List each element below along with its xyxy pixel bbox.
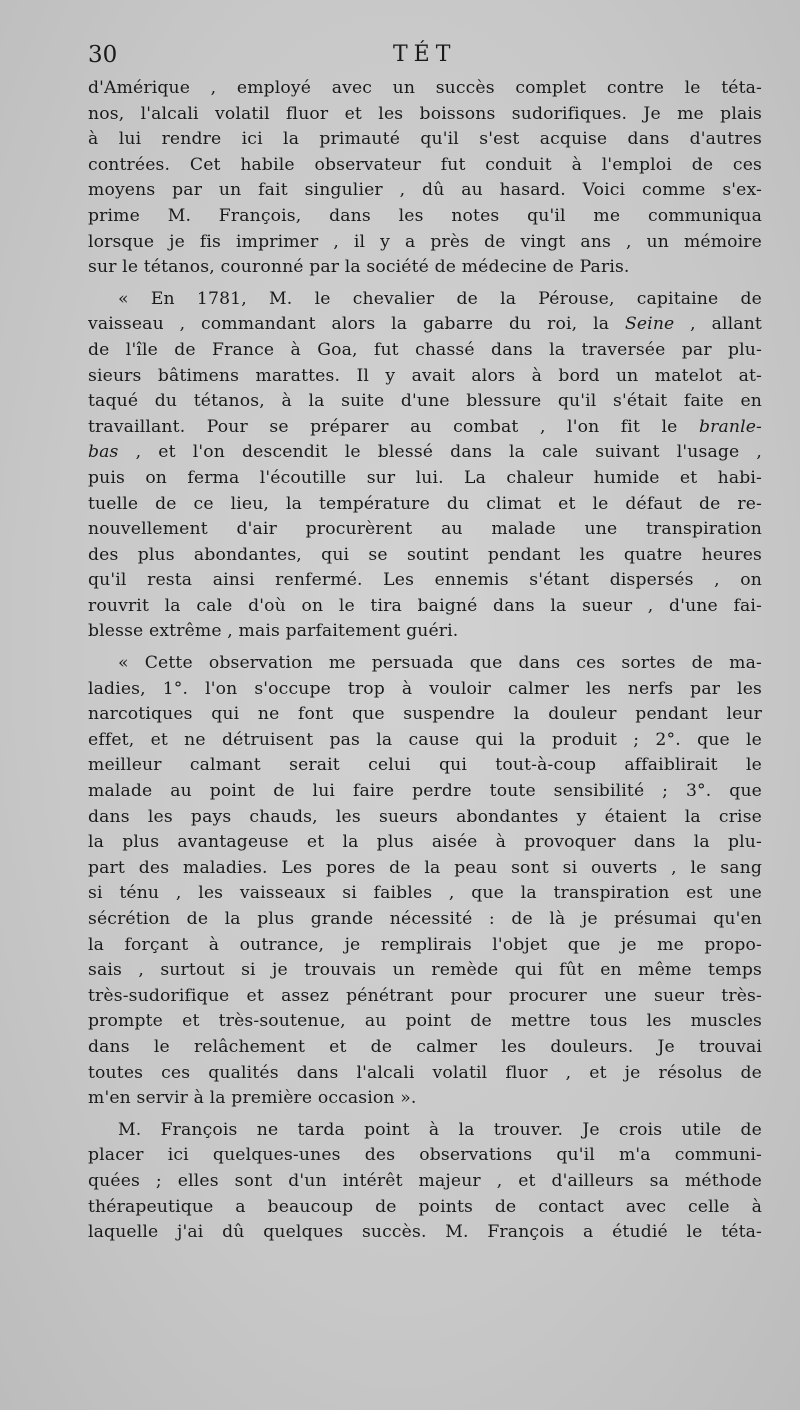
- text-line: rouvrit la cale d'où on le tira baigné dans la sueur , d'une fai-: [88, 595, 762, 616]
- text-line: vaisseau , commandant alors la gabarre du roi, la Seine , allant: [88, 314, 762, 335]
- text-line: dans le relâchement et de calmer les douleurs. Je trouvai: [88, 1036, 762, 1057]
- text-line: quées ; elles sont d'un intérêt majeur , et d'ailleurs sa méthode: [88, 1170, 762, 1191]
- bleed-through-text: [0, 1290, 800, 1330]
- text-line: meilleur calmant serait celui qui tout-à-coup affaiblirait le: [88, 755, 762, 776]
- text-line: sais , surtout si je trouvais un remède qui fût en même temps: [88, 960, 762, 981]
- text-line: travaillant. Pour se préparer au combat , l'on fit le branle-: [88, 416, 762, 437]
- text-line: si ténu , les vaisseaux si faibles , que la transpiration est une: [88, 883, 762, 904]
- text-line: la forçant à outrance, je remplirais l'objet que je me propo-: [88, 934, 762, 955]
- text-line: très-sudorifique et assez pénétrant pour procurer une sueur très-: [88, 985, 762, 1006]
- text-line: effet, et ne détruisent pas la cause qui la produit ; 2°. que le: [88, 729, 762, 750]
- text-line: puis on ferma l'écoutille sur lui. La chaleur humide et habi-: [88, 467, 762, 488]
- text-line: blesse extrême , mais parfaitement guéri.: [88, 621, 459, 642]
- page-number: 30: [88, 42, 118, 68]
- text-line: taqué du tétanos, à la suite d'une blessure qu'il s'était faite en: [88, 391, 762, 412]
- text-line: narcotiques qui ne font que suspendre la douleur pendant leur: [88, 704, 762, 725]
- text-line: « En 1781, M. le chevalier de la Pérouse, capitaine de: [118, 288, 762, 309]
- text-line: thérapeutique a beaucoup de points de contact avec celle à: [88, 1196, 762, 1217]
- text-line: de l'île de France à Goa, fut chassé dans la traversée par plu-: [88, 339, 762, 360]
- text-line: sieurs bâtimens marattes. Il y avait alors à bord un matelot at-: [88, 365, 762, 386]
- text-line: nouvellement d'air procurèrent au malade une transpiration: [88, 519, 762, 540]
- text-line: qu'il resta ainsi renfermé. Les ennemis s'étant dispersés , on: [88, 570, 762, 591]
- text-line: M. François ne tarda point à la trouver. Je crois utile de: [118, 1119, 762, 1140]
- running-head: TÉT: [393, 42, 457, 67]
- text-line: prime M. François, dans les notes qu'il me communiqua: [88, 205, 762, 226]
- text-line: part des maladies. Les pores de la peau sont si ouverts , le sang: [88, 857, 762, 878]
- text-line: prompte et très-soutenue, au point de mettre tous les muscles: [88, 1011, 762, 1032]
- text-line: « Cette observation me persuada que dans ces sortes de ma-: [118, 653, 762, 674]
- text-line: laquelle j'ai dû quelques succès. M. François a étudié le téta-: [88, 1222, 762, 1243]
- page-header: [88, 42, 765, 76]
- text-line: la plus avantageuse et la plus aisée à provoquer dans la plu-: [88, 832, 762, 853]
- text-line: placer ici quelques-unes des observations qu'il m'a communi-: [88, 1145, 762, 1166]
- text-line: ladies, 1°. l'on s'occupe trop à vouloir calmer les nerfs par les: [88, 678, 762, 699]
- text-line: lorsque je fis imprimer , il y a près de vingt ans , un mémoire: [88, 231, 762, 252]
- text-line: m'en servir à la première occasion ».: [88, 1088, 417, 1109]
- text-line: contrées. Cet habile observateur fut conduit à l'emploi de ces: [88, 154, 762, 175]
- text-line: à lui rendre ici la primauté qu'il s'est acquise dans d'autres: [88, 129, 762, 150]
- body-text: [88, 76, 762, 1246]
- text-line: tuelle de ce lieu, la température du climat et le défaut de re-: [88, 493, 762, 514]
- text-line: malade au point de lui faire perdre toute sensibilité ; 3°. que: [88, 781, 762, 802]
- text-line: moyens par un fait singulier , dû au hasard. Voici comme s'ex-: [88, 180, 762, 201]
- text-line: dans les pays chauds, les sueurs abondantes y étaient la crise: [88, 806, 762, 827]
- text-line: d'Amérique , employé avec un succès complet contre le téta-: [88, 78, 762, 98]
- text-line: nos, l'alcali volatil fluor et les boissons sudorifiques. Je me plais: [88, 103, 762, 124]
- text-line: bas , et l'on descendit le blessé dans la cale suivant l'usage ,: [88, 442, 762, 463]
- text-line: des plus abondantes, qui se soutint pendant les quatre heures: [88, 544, 762, 565]
- text-line: sécrétion de la plus grande nécessité : de là je présumai qu'en: [88, 909, 762, 929]
- text-line: toutes ces qualités dans l'alcali volatil fluor , et je résolus de: [88, 1062, 762, 1083]
- text-line: sur le tétanos, couronné par la société de médecine de Paris.: [88, 257, 630, 278]
